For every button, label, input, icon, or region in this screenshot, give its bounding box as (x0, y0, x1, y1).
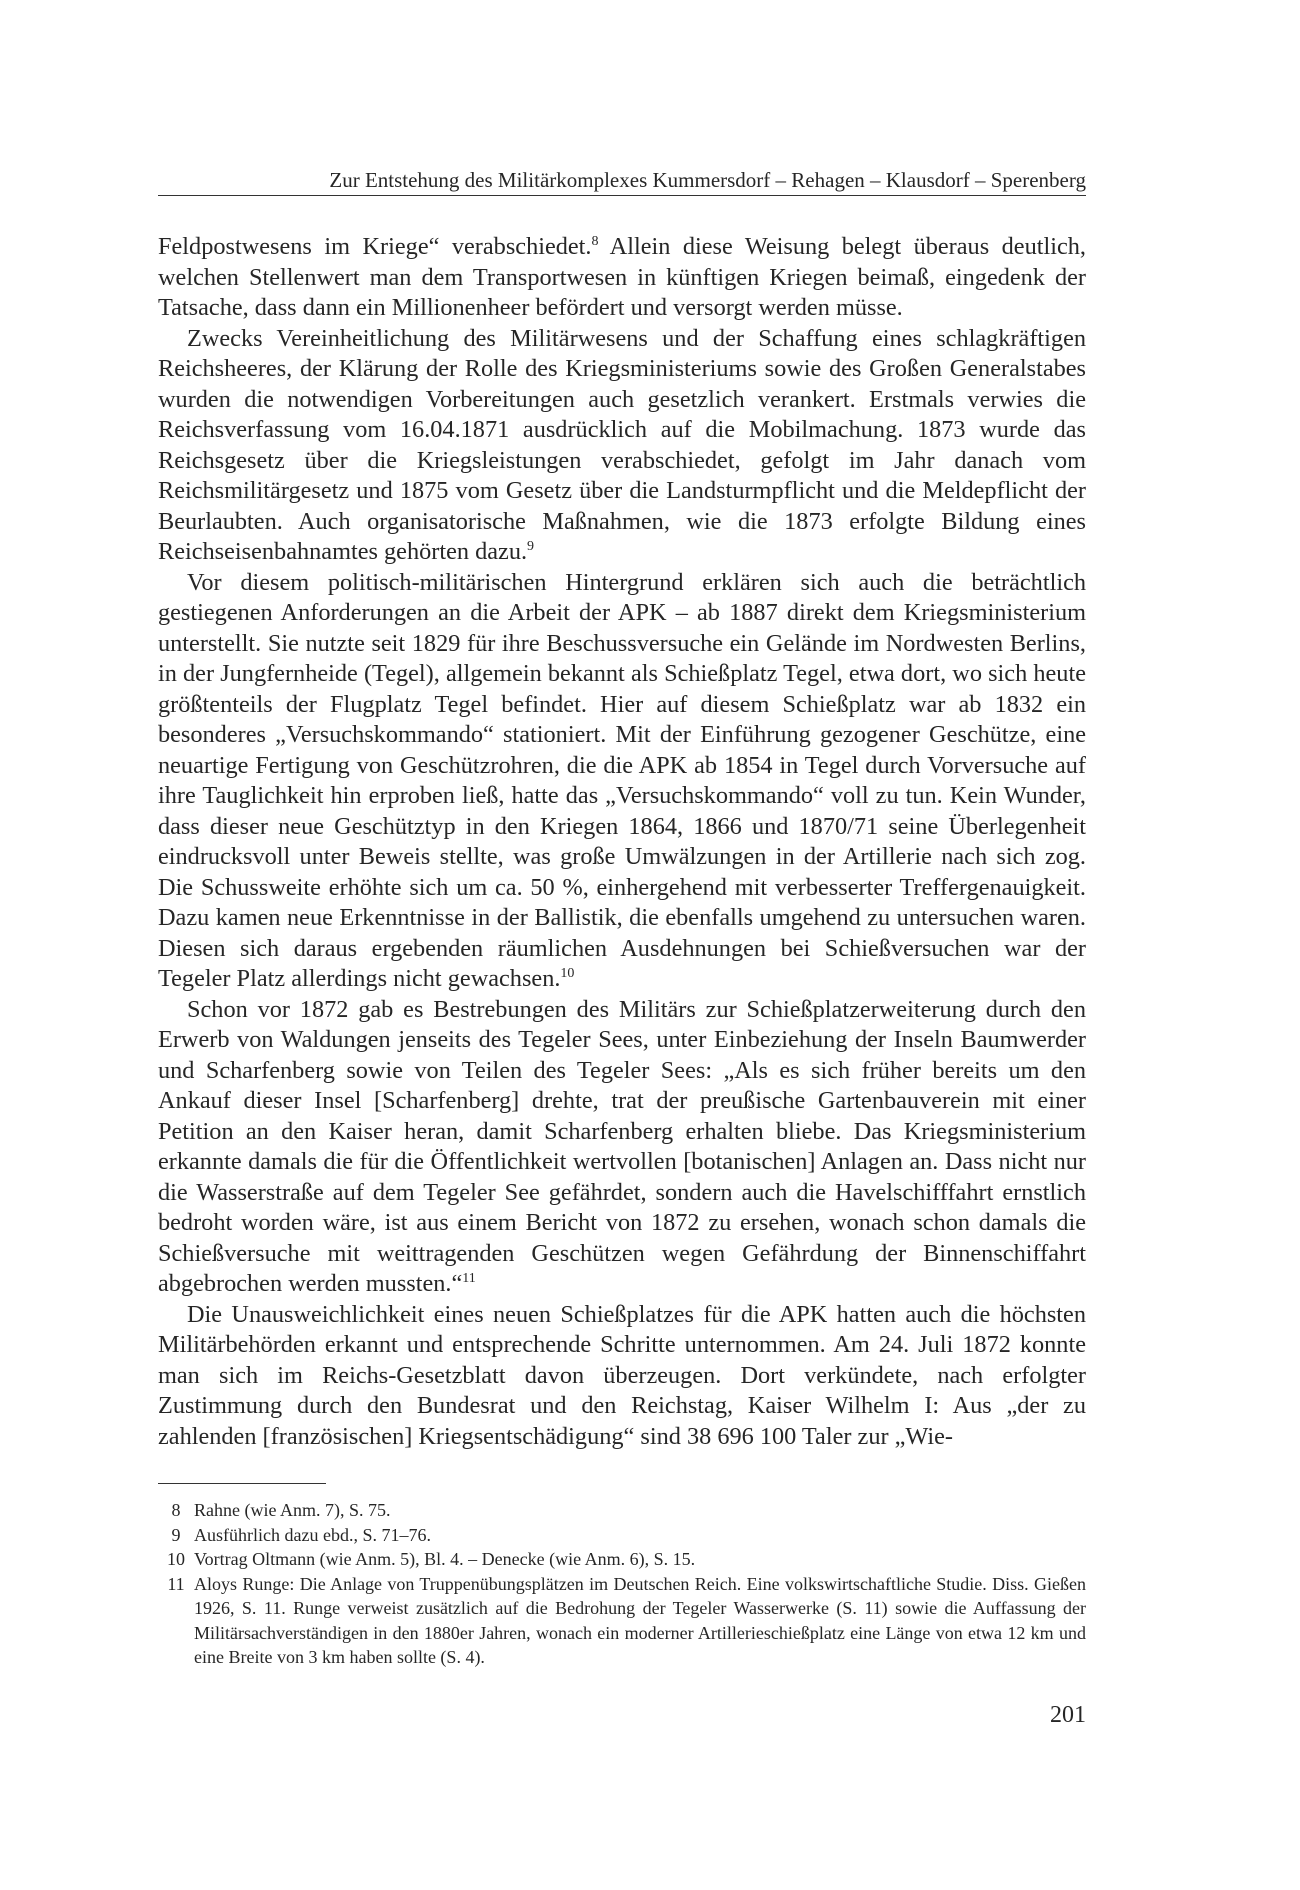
footnote-reference: 10 (560, 966, 575, 981)
footnote-text: Vortrag Oltmann (wie Anm. 5), Bl. 4. – Denecke (wie Anm. 6), S. 15. (194, 1549, 696, 1569)
paragraph-text: Die Unausweichlichkeit eines neuen Schießplatzes für die APK hatten auch die höchsten Militärbehörden erkannt und entsprechende Schritte unternommen. Am 24. Juli 1872 konnte man sich im Reichs-Gesetzblatt davon überzeugen. Dort verkündete, nach erfolgter Zustimmung durch den Bundesrat und den Reichstag, Kaiser Wilhelm I: Aus „der zu zahlenden [französischen] Kriegsentschädigung“ sind 38 696 100 Taler zur „Wie- (158, 1300, 1086, 1450)
footnote-reference: 8 (591, 234, 599, 249)
paragraph (158, 995, 1086, 1300)
header-rule (158, 195, 1086, 196)
paragraph-text: Schon vor 1872 gab es Bestrebungen des Militärs zur Schießplatzerweiterung durch den Erwerb von Waldungen jenseits des Tegeler Sees, unter Einbeziehung der Inseln Baumwerder und Scharfenberg sowie von Teilen des Tegeler Sees: „Als es sich früher bereits um den Ankauf dieser Insel [Scharfenberg] drehte, trat der preußische Gartenbauverein mit einer Petition an den Kaiser heran, damit Scharfenberg erhalten bliebe. Das Kriegsministerium erkannte damals die für die Öffentlichkeit wertvollen [botanischen] Anlagen an. Dass nicht nur die Wasserstraße auf dem Tegeler See gefährdet, sondern auch die Havelschifffahrt ernstlich bedroht worden wäre, ist aus einem Bericht von 1872 zu ersehen, wonach schon damals die Schießversuche mit weittragenden Geschützen wegen Gefährdung der Binnenschiffahrt abgebrochen werden mussten.“ (158, 995, 1086, 1297)
paragraph (158, 1300, 1086, 1453)
footnote-number: 9 (171, 1524, 181, 1545)
footnote-reference: 9 (527, 539, 535, 554)
footnotes (158, 1498, 1086, 1670)
footnote-number: 11 (167, 1573, 185, 1594)
footnote (158, 1572, 1086, 1670)
footnote-number: 8 (171, 1500, 181, 1520)
footnote (158, 1498, 1086, 1523)
paragraph (158, 568, 1086, 995)
paragraph-text: Vor diesem politisch-militärischen Hintergrund erklären sich auch die beträchtlich gestiegenen Anforderungen an die Arbeit der APK – ab 1887 direkt dem Kriegsministerium unterstellt. Sie nutzte seit 1829 für ihre Beschussversuche ein Gelände im Nordwesten Berlins, in der Jungfernheide (Tegel), allgemein bekannt als Schießplatz Tegel, etwa dort, wo sich heute größtenteils der Flugplatz Tegel befindet. Hier auf diesem Schießplatz war ab 1832 ein besonderes „Versuchskommando“ stationiert. Mit der Einführung gezogener Geschütze, eine neuartige Fertigung von Geschützrohren, die die APK ab 1854 in Tegel durch Vorversuche auf ihre Tauglichkeit hin erproben ließ, hatte das „Versuchskommando“ voll zu tun. Kein Wunder, dass dieser neue Geschütztyp in den Kriegen 1864, 1866 und 1870/71 seine Überlegenheit eindrucksvoll unter Beweis stellte, was große Umwälzungen in der Artillerie nach sich zog. Die Schussweite erhöhte sich um ca. 50 %, einhergehend mit verbesserter Treffergenauigkeit. Dazu kamen neue Erkenntnisse in der Ballistik, die ebenfalls umgehend zu untersuchen waren. Diesen sich daraus ergebenden räumlichen Ausdehnungen bei Schießversuchen war der Tegeler Platz allerdings nicht gewachsen. (158, 568, 1086, 992)
footnote-number: 10 (167, 1549, 185, 1569)
footnote (158, 1547, 1086, 1572)
footnote-text: Rahne (wie Anm. 7), S. 75. (194, 1500, 391, 1520)
paragraph (158, 232, 1086, 324)
running-head: Zur Entstehung des Militärkomplexes Kummersdorf – Rehagen – Klausdorf – Sperenberg (329, 168, 1086, 192)
body-text (158, 232, 1086, 1452)
footnote-reference: 11 (462, 1271, 476, 1286)
paragraph-text: Zwecks Vereinheitlichung des Militärwesens und der Schaffung eines schlagkräftigen Reichsheeres, der Klärung der Rolle des Kriegsministeriums sowie des Großen Generalstabes wurden die notwendigen Vorbereitungen auch gesetzlich verankert. Erstmals verwies die Reichsverfassung vom 16.04.1871 ausdrücklich auf die Mobilmachung. 1873 wurde das Reichsgesetz über die Kriegsleistungen verabschiedet, gefolgt im Jahr danach vom Reichsmilitärgesetz und 1875 vom Gesetz über die Landsturmpflicht und die Meldepflicht der Beurlaubten. Auch organisatorische Maßnahmen, wie die 1873 erfolgte Bildung eines Reichseisenbahnamtes gehörten dazu. (158, 324, 1086, 565)
footnote-text: Ausführlich dazu ebd., S. 71–76. (194, 1524, 431, 1545)
footnote-separator (158, 1483, 326, 1484)
paragraph (158, 324, 1086, 568)
page-number: 201 (1050, 1702, 1086, 1728)
paragraph-text: Allein diese Weisung belegt überaus deutlich, welchen Stellenwert man dem Transportwesen in künftigen Kriegen beimaß, eingedenk der Tatsache, dass dann ein Millionenheer befördert und versorgt werden müsse. (158, 233, 1086, 321)
footnote-text: Aloys Runge: Die Anlage von Truppenübungsplätzen im Deutschen Reich. Eine volkswirtschaftliche Studie. Diss. Gießen 1926, S. 11. Runge verweist zusätzlich auf die Bedrohung der Tegeler Wasserwerke (S. 11) sowie die Auffassung der Militärsachverständigen in den 1880er Jahren, wonach ein moderner Artillerieschießplatz eine Länge von etwa 12 km und eine Breite von 3 km haben sollte (S. 4). (194, 1573, 1086, 1667)
paragraph-text: Feldpostwesens im Kriege“ verabschiedet. (158, 233, 592, 260)
footnote (158, 1523, 1086, 1548)
